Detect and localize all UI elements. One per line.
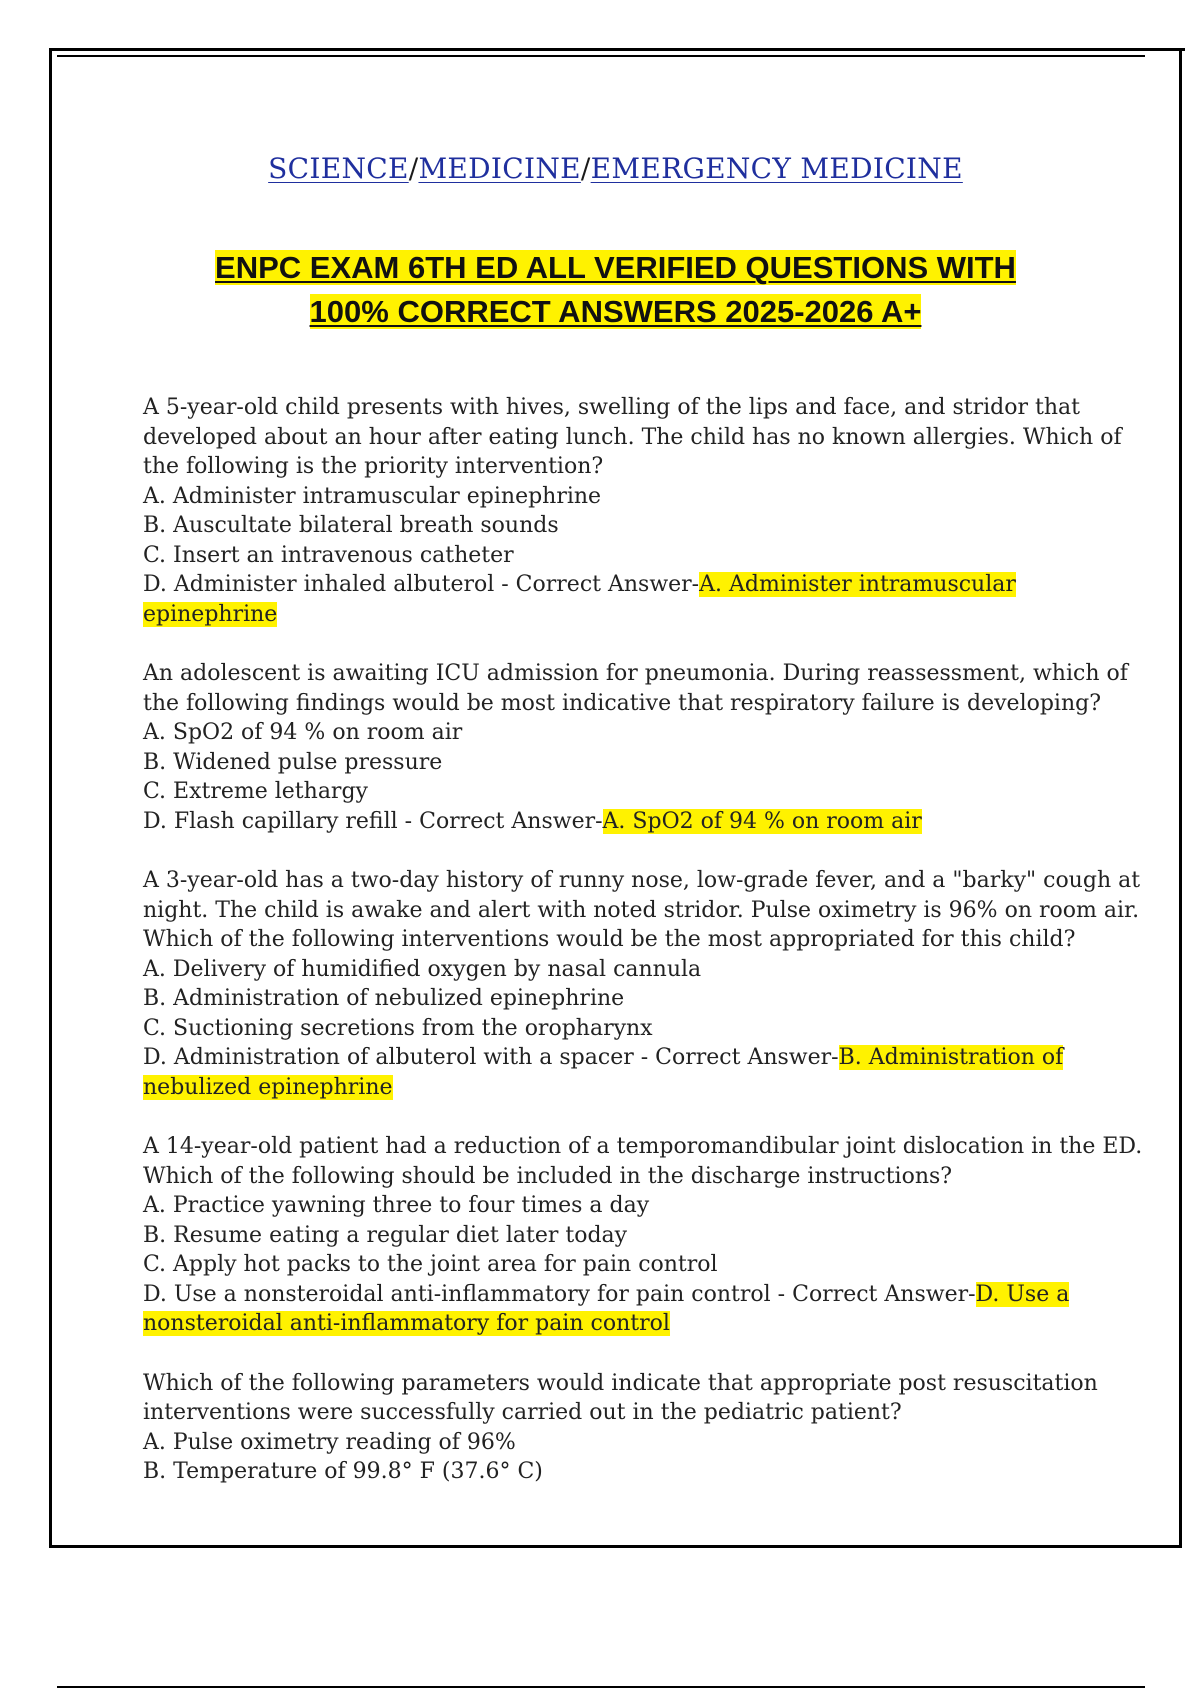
question-stem: A 14-year-old patient had a reduction of a temporomandibular joint dislocation in the ED. Which of the following should be included in the discharge instructions? <box>143 1134 1143 1189</box>
correct-answer-highlight: A. Administer intramuscular epinephrine <box>143 572 1016 627</box>
answer-option: C. Insert an intravenous catheter <box>143 542 514 568</box>
breadcrumb <box>52 152 1179 185</box>
title-line-2: 100% CORRECT ANSWERS 2025-2026 A+ <box>309 294 922 329</box>
question-stem: Which of the following parameters would indicate that appropriate post resuscitation interventions were successfully carried out in the pediatric patient? <box>143 1370 1098 1425</box>
title-line-1: ENPC EXAM 6TH ED ALL VERIFIED QUESTIONS WITH <box>215 250 1016 285</box>
answer-option-with-correct-answer <box>143 1043 1143 1102</box>
question-stem: An adolescent is awaiting ICU admission for pneumonia. During reassessment, which of the following findings would be most indicative that respiratory failure is developing? <box>143 661 1128 716</box>
document-title <box>112 246 1119 334</box>
answer-option-with-correct-answer <box>143 570 1143 629</box>
breadcrumb-link-medicine[interactable]: MEDICINE <box>418 152 581 185</box>
answer-option: D. Administer inhaled albuterol <box>143 572 495 597</box>
answer-option: A. Administer intramuscular epinephrine <box>143 483 602 509</box>
question-item <box>143 1132 1143 1339</box>
document-page-frame <box>49 48 1182 1548</box>
answer-option-with-correct-answer <box>143 807 1143 837</box>
answer-option: C. Suctioning secretions from the oropharynx <box>143 1015 653 1041</box>
answer-option: A. Practice yawning three to four times a day <box>143 1193 650 1218</box>
correct-answer-highlight: A. SpO2 of 94 % on room air <box>602 808 922 834</box>
correct-answer-highlight: B. Administration of nebulized epinephrine <box>143 1045 1064 1100</box>
answer-option: A. Delivery of humidified oxygen by nasal cannula <box>143 956 702 982</box>
breadcrumb-separator: / <box>408 152 419 185</box>
answer-option-with-correct-answer <box>143 1280 1143 1339</box>
correct-answer-highlight: D. Use a nonsteroidal anti-inflammatory for pain control <box>143 1281 1070 1336</box>
question-stem: A 3-year-old has a two-day history of runny nose, low-grade fever, and a "barky" cough at night. The child is awake and alert with noted stridor. Pulse oximetry is 96% on room air. Which of the following interventions would be the most appropriated for this child? <box>143 868 1141 952</box>
answer-option: D. Flash capillary refill <box>143 808 398 834</box>
question-item <box>143 1369 1143 1487</box>
answer-option: C. Apply hot packs to the joint area for pain control <box>143 1252 718 1277</box>
question-list <box>143 393 1143 1517</box>
question-item <box>143 659 1143 836</box>
correct-answer-prefix: - Correct Answer- <box>397 808 603 834</box>
answer-option: D. Use a nonsteroidal anti-inflammatory for pain control <box>143 1281 771 1307</box>
question-item <box>143 866 1143 1102</box>
breadcrumb-link-emergency-medicine[interactable]: EMERGENCY MEDICINE <box>590 152 963 185</box>
breadcrumb-link-science[interactable]: SCIENCE <box>268 152 409 185</box>
correct-answer-prefix: - Correct Answer- <box>770 1281 976 1307</box>
answer-option: A. SpO2 of 94 % on room air <box>143 720 463 745</box>
answer-option: B. Widened pulse pressure <box>143 749 443 775</box>
correct-answer-prefix: - Correct Answer- <box>633 1045 839 1070</box>
answer-option: B. Auscultate bilateral breath sounds <box>143 513 559 538</box>
question-stem: A 5-year-old child presents with hives, swelling of the lips and face, and stridor that developed about an hour after eating lunch. The child has no known allergies. Which of the following is the priority intervention? <box>143 395 1122 479</box>
answer-option: A. Pulse oximetry reading of 96% <box>143 1429 516 1455</box>
question-item <box>143 393 1143 629</box>
answer-option: D. Administration of albuterol with a spacer <box>143 1045 634 1070</box>
answer-option: C. Extreme lethargy <box>143 779 368 804</box>
correct-answer-prefix: - Correct Answer- <box>494 572 700 597</box>
answer-option: B. Temperature of 99.8° F (37.6° C) <box>143 1459 543 1484</box>
bottom-border-rule <box>57 1686 1145 1688</box>
answer-option: B. Administration of nebulized epinephrine <box>143 986 625 1011</box>
breadcrumb-separator: / <box>580 152 591 185</box>
answer-option: B. Resume eating a regular diet later today <box>143 1222 628 1248</box>
